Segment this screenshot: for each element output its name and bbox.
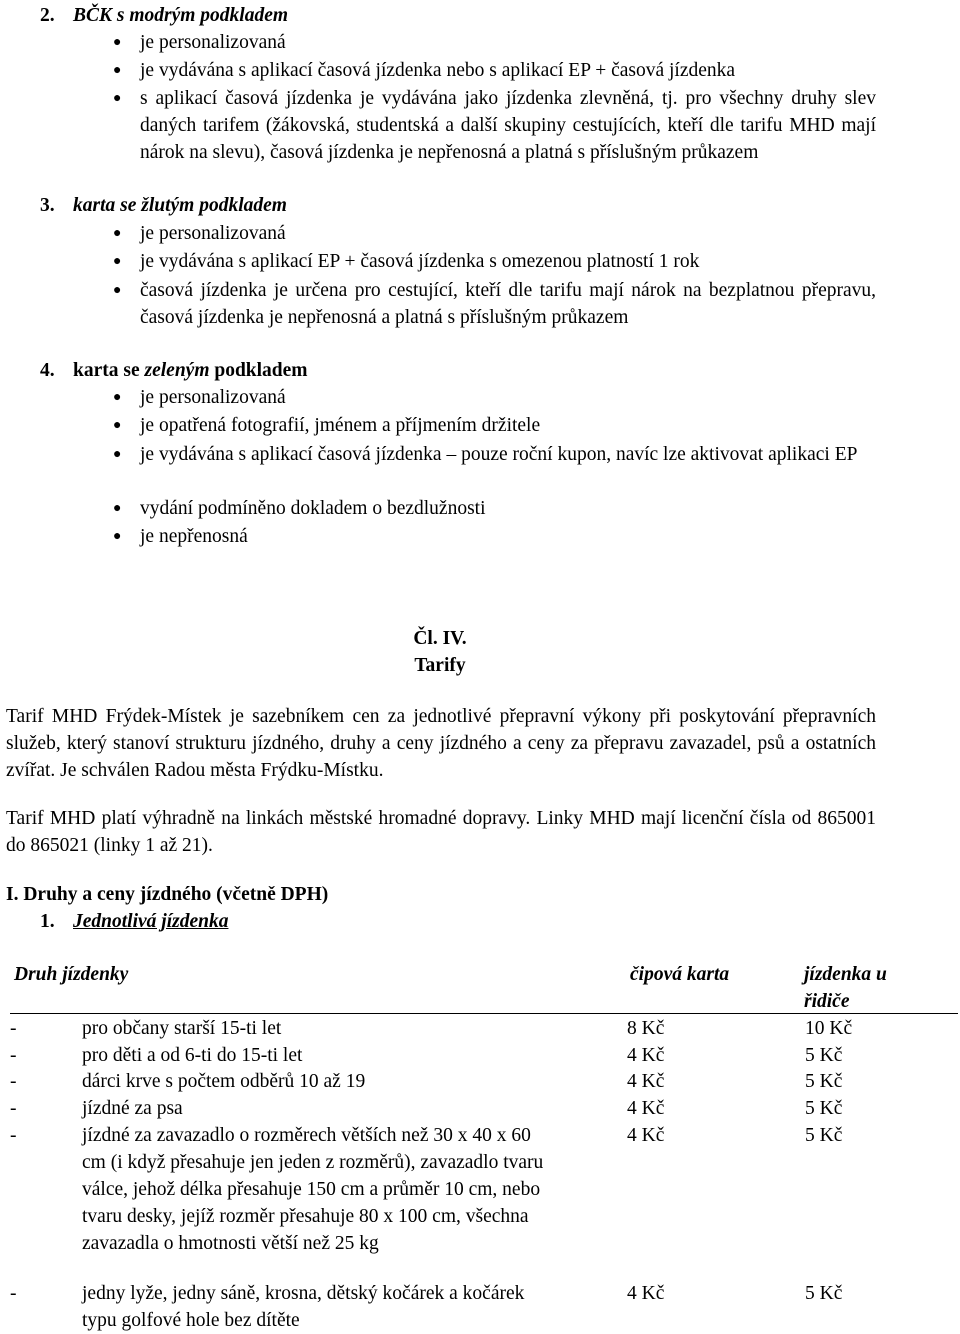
subsubsection-number: 1. [40,911,55,932]
table-row [10,1280,960,1334]
section-heading: BČK s modrým podkladem [73,5,289,26]
list-item: vydání podmíněno dokladem o bezdlužnosti [140,498,486,519]
section-number: 3. [40,195,55,216]
bullet-icon: ● [113,226,122,241]
bullet-icon: ● [113,63,122,78]
row-driver-price: 5 Kč [805,1098,843,1119]
list-item: je vydávána s aplikací časová jízdenka nebo s aplikací EP + časová jízdenka [140,60,736,81]
tariff-paragraph-1: Tarif MHD Frýdek-Místek je sazebníkem cen za jednotlivé přepravní výkony při poskytování přepravních služeb, který stanoví strukturu jízdného, druhy a ceny jízdného a ceny za přepravu zavazadel, psů a ostatních zvířat. Je schválen Radou města Frýdku-Místku. [6,706,876,781]
bullet-icon: ● [113,447,122,462]
section-heading: karta se [73,360,145,381]
list-item: je personalizovaná [140,32,286,53]
table-row [10,1042,960,1069]
list-item: je nepřenosná [140,526,248,547]
row-dash: - [10,1045,17,1066]
tariff-paragraph-2: Tarif MHD platí výhradně na linkách městské hromadné dopravy. Linky MHD mají licenční čísla od 865001 do 865021 (linky 1 až 21). [6,808,876,856]
row-description: jedny lyže, jedny sáně, krosna, dětský kočárek a kočárek typu golfové hole bez dítěte [82,1283,525,1331]
section-number: 4. [40,360,55,381]
table-row [10,1122,960,1282]
bullet-icon: ● [113,418,122,433]
bullet-icon: ● [113,91,122,106]
bullet-icon: ● [113,254,122,269]
list-item: je vydávána s aplikací EP + časová jízdenka s omezenou platností 1 rok [140,251,700,272]
list-item: je vydávána s aplikací časová jízdenka – pouze roční kupon, navíc lze aktivovat aplikaci EP [140,444,858,465]
subsubsection-heading: Jednotlivá jízdenka [73,911,229,932]
section-number: 2. [40,5,55,26]
row-dash: - [10,1283,17,1304]
table-header-driver-ticket: jízdenka u řidiče [804,964,887,1012]
row-chip-price: 4 Kč [627,1071,665,1092]
section-heading-emphasis: zeleným [144,360,210,381]
table-header-chip-card: čipová karta [630,964,730,985]
table-row [10,1068,960,1095]
row-description: dárci krve s počtem odběrů 10 až 19 [82,1071,366,1092]
row-description: pro děti a od 6-ti do 15-ti let [82,1045,303,1066]
bullet-icon: ● [113,283,122,298]
article-title: Tarify [414,655,466,676]
section-heading: podkladem [209,360,308,381]
row-driver-price: 5 Kč [805,1283,843,1304]
list-item: je personalizovaná [140,223,286,244]
row-chip-price: 4 Kč [627,1125,665,1146]
row-dash: - [10,1018,17,1039]
section-heading: karta se žlutým podkladem [73,195,287,216]
row-chip-price: 8 Kč [627,1018,665,1039]
bullet-icon: ● [113,529,122,544]
row-description: pro občany starší 15-ti let [82,1018,282,1039]
row-chip-price: 4 Kč [627,1045,665,1066]
row-driver-price: 5 Kč [805,1071,843,1092]
table-row [10,1095,960,1122]
table-header-type: Druh jízdenky [14,964,129,985]
section-4-title [40,357,308,384]
row-chip-price: 4 Kč [627,1283,665,1304]
row-dash: - [10,1098,17,1119]
row-dash: - [10,1125,17,1146]
article-number: Čl. IV. [413,628,467,649]
subsection-title: I. Druhy a ceny jízdného (včetně DPH) [6,884,329,905]
table-header-divider [10,1013,958,1014]
bullet-icon: ● [113,501,122,516]
bullet-icon: ● [113,35,122,50]
row-description: jízdné za psa [82,1098,183,1119]
row-driver-price: 10 Kč [805,1018,853,1039]
section-3-title [40,192,287,219]
list-item: časová jízdenka je určena pro cestující, kteří dle tarifu mají nárok na bezplatnou přepravu, časová jízdenka je nepřenosná a platná s příslušným průkazem [140,280,876,328]
row-description: jízdné za zavazadlo o rozměrech větších než 30 x 40 x 60 cm (i když přesahuje jen jeden z rozměrů), zavazadlo tvaru válce, jehož délka přesahuje 150 cm a průměr 10 cm, nebo tvaru desky, jejíž rozměr přesahuje 80 x 100 cm, všechna zavazadla o hmotnosti větší než 25 kg [82,1125,544,1254]
row-driver-price: 5 Kč [805,1045,843,1066]
row-chip-price: 4 Kč [627,1098,665,1119]
subsubsection-title [40,908,228,935]
list-item: je personalizovaná [140,387,286,408]
list-item: s aplikací časová jízdenka je vydávána jako jízdenka zlevněná, tj. pro všechny druhy slev daných tarifem (žákovská, studentská a další skupiny cestujících, kteří dle tarifu MHD mají nárok na slevu), časová jízdenka je nepřenosná a platná s příslušným průkazem [140,88,876,163]
bullet-icon: ● [113,390,122,405]
table-row [10,1015,960,1042]
row-driver-price: 5 Kč [805,1125,843,1146]
list-item: je opatřená fotografií, jménem a příjmením držitele [140,415,541,436]
section-2-title [40,2,288,29]
row-dash: - [10,1071,17,1092]
